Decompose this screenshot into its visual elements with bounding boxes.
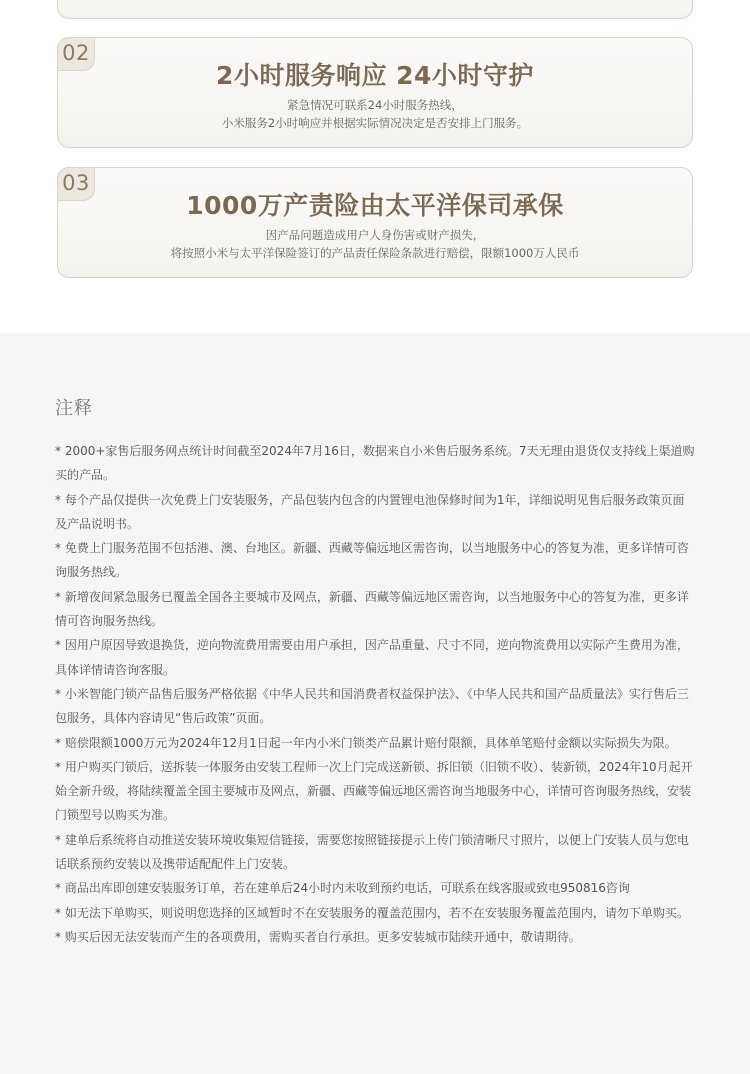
card-description-line: 小米服务2小时响应并根据实际情况决定是否安排上门服务。 (221, 116, 529, 130)
note-item: * 免费上门服务范围不包括港、澳、台地区。新疆、西藏等偏远地区需咨询，以当地服务中心的答复为准，更多详情可咨询服务热线。 (55, 541, 689, 580)
card-description (58, 96, 692, 132)
service-cards-section (0, 0, 750, 333)
card-description-line: 因产品问题造成用户人身伤害或财产损失， (265, 228, 485, 242)
note-item: * 用户购买门锁后，送拆装一体服务由安装工程师一次上门完成送新锁、拆旧锁（旧锁不收）、装新锁，2024年10月起开始全新升级，将陆续覆盖全国主要城市及网点，新疆、西藏等偏远地区需咨询当地服务中心，详情可咨询服务热线，安装门锁型号以购买为准。 (55, 759, 693, 823)
card-number-badge: 02 (57, 37, 95, 71)
service-card-3 (57, 167, 693, 278)
card-title: 2小时服务响应 24小时守护 (216, 61, 534, 90)
notes-list (55, 439, 695, 949)
note-item: * 小米智能门锁产品售后服务严格依据《中华人民共和国消费者权益保护法》、《中华人民共和国产品质量法》实行售后三包服务，具体内容请见“售后政策”页面。 (55, 686, 689, 726)
card-description (58, 226, 692, 262)
card-number-badge: 03 (57, 167, 95, 201)
service-card-2 (57, 37, 693, 148)
note-item: * 如无法下单购买，则说明您选择的区域暂时不在安装服务的覆盖范围内，若不在安装服务覆盖范围内，请勿下单购买。 (55, 905, 689, 920)
note-item: * 赔偿限额1000万元为2024年12月1日起一年内小米门锁类产品累计赔付限额，具体单笔赔付金额以实际损失为限。 (55, 735, 677, 750)
card-description-line: 紧急情况可联系24小时服务热线， (287, 98, 463, 112)
note-item: * 新增夜间紧急服务已覆盖全国各主要城市及网点，新疆、西藏等偏远地区需咨询，以当地服务中心的答复为准，更多详情可咨询服务热线。 (55, 589, 689, 629)
note-item: * 建单后系统将自动推送安装环境收集短信链接，需要您按照链接提示上传门锁清晰尺寸照片，以便上门安装人员与您电话联系预约安装以及携带适配配件上门安装。 (55, 832, 689, 872)
note-item: * 商品出库即创建安装服务订单，若在建单后24小时内未收到预约电话，可联系在线客服或致电950816咨询 (55, 881, 630, 896)
note-item: * 2000+家售后服务网点统计时间截至2024年7月16日，数据来自小米售后服务系统。7天无理由退货仅支持线上渠道购买的产品。 (55, 444, 695, 483)
note-item: * 因用户原因导致退换货，逆向物流费用需要由用户承担，因产品重量、尺寸不同，逆向物流费用以实际产生费用为准，具体详情请咨询客服。 (55, 638, 689, 677)
notes-section (0, 333, 750, 1074)
card-description-line: 将按照小米与太平洋保险签订的产品责任保险条款进行赔偿，限额1000万人民币 (170, 246, 580, 260)
note-item: * 每个产品仅提供一次免费上门安装服务，产品包装内包含的内置锂电池保修时间为1年，详细说明见售后服务政策页面及产品说明书。 (55, 492, 685, 531)
card-title: 1000万产责险由太平洋保司承保 (186, 191, 564, 220)
note-item: * 购买后因无法安装而产生的各项费用，需购买者自行承担。更多安装城市陆续开通中，敬请期待。 (55, 929, 581, 944)
notes-title: 注释 (55, 398, 93, 419)
service-card-partial (57, 0, 693, 19)
